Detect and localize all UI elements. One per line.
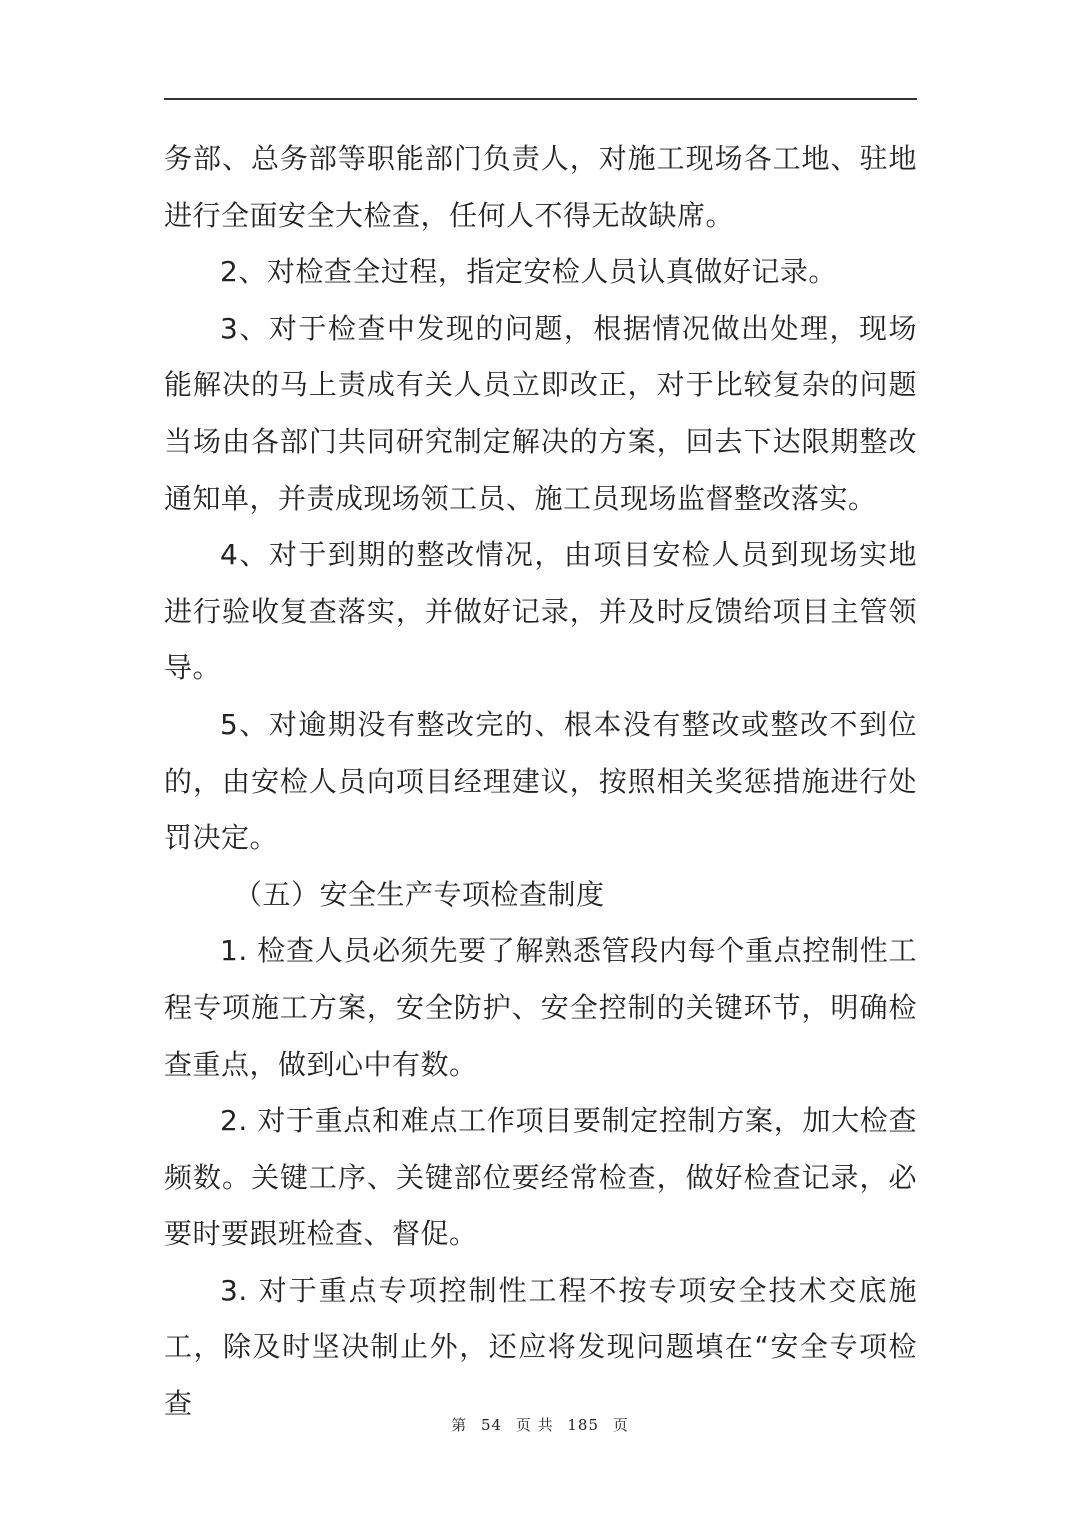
current-page-number: 54 bbox=[480, 1416, 503, 1434]
paragraph-item-5: 5、对逾期没有整改完的、根本没有整改或整改不到位的，由安检人员向项目经理建议，按照相关奖惩措施进行处罚决定。 bbox=[164, 707, 917, 855]
header-rule bbox=[164, 98, 917, 100]
footer-suffix: 页 bbox=[612, 1416, 629, 1434]
total-pages-number: 185 bbox=[567, 1416, 600, 1434]
paragraph-item-3: 3、对于检查中发现的问题，根据情况做出处理，现场能解决的马上责成有关人员立即改正，对于比较复杂的问题当场由各部门共同研究制定解决的方案，回去下达限期整改通知单，并责成现场领工员、施工员现场监督整改落实。 bbox=[164, 311, 917, 515]
document-body bbox=[164, 131, 917, 1433]
paragraph-continuation: 务部、总务部等职能部门负责人，对施工现场各工地、驻地进行全面安全大检查，任何人不得无故缺席。 bbox=[164, 142, 917, 232]
page-footer bbox=[0, 1414, 1080, 1435]
section-heading: （五）安全生产专项检查制度 bbox=[234, 877, 605, 911]
paragraph-special-2: 2. 对于重点和难点工作项目要制定控制方案，加大检查频数。关键工序、关键部位要经常检查，做好检查记录，必要时要跟班检查、督促。 bbox=[164, 1104, 917, 1251]
paragraph-special-3: 3. 对于重点专项控制性工程不按专项安全技术交底施工，除及时坚决制止外，还应将发现问题填在“安全专项检查 bbox=[164, 1273, 917, 1421]
paragraph-item-2: 2、对检查全过程，指定安检人员认真做好记录。 bbox=[220, 255, 837, 289]
paragraph-item-4: 4、对于到期的整改情况，由项目安检人员到现场实地进行验收复查落实，并做好记录，并及时反馈给项目主管领导。 bbox=[164, 538, 917, 685]
paragraph-special-1: 1. 检查人员必须先要了解熟悉管段内每个重点控制性工程专项施工方案，安全防护、安全控制的关键环节，明确检查重点，做到心中有数。 bbox=[164, 934, 917, 1081]
footer-middle: 页 共 bbox=[515, 1416, 554, 1434]
footer-prefix: 第 bbox=[451, 1416, 468, 1434]
